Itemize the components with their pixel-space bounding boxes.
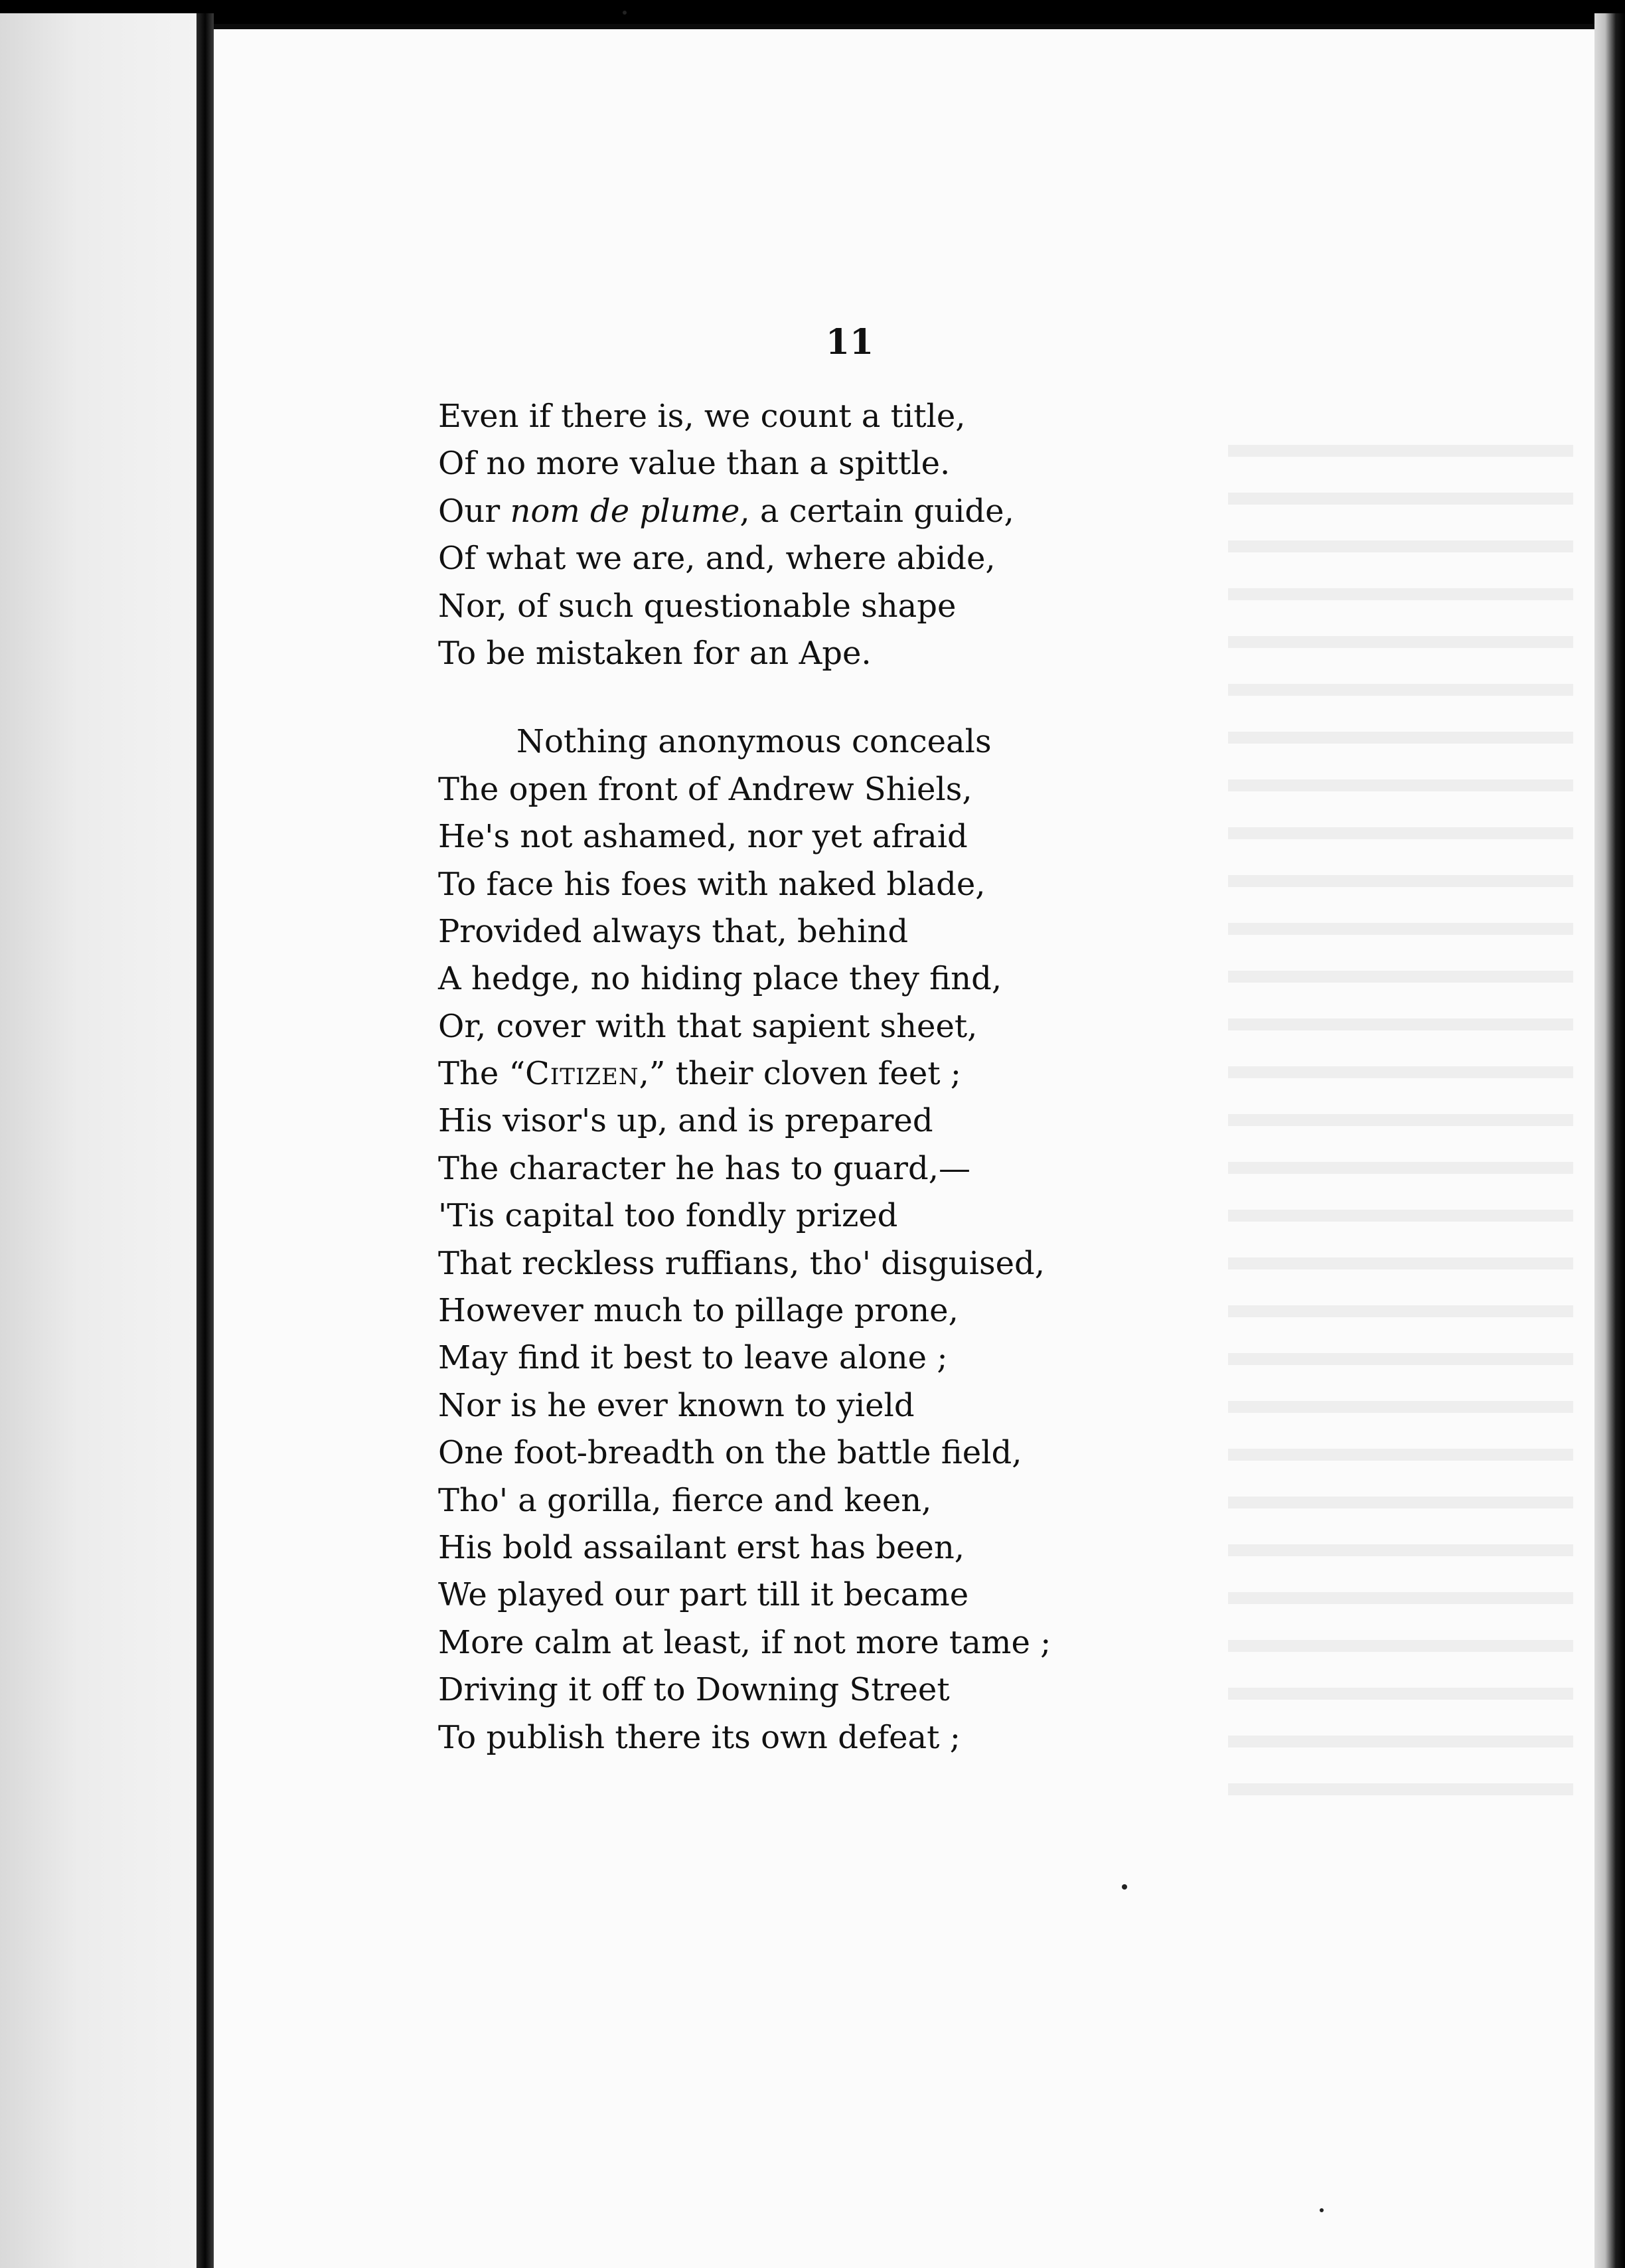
scan-right-border — [1594, 13, 1625, 2268]
page-number: 11 — [825, 322, 874, 363]
poem-line: May find it best to leave alone ; — [438, 1339, 948, 1377]
poem-line: Even if there is, we count a title, — [438, 398, 966, 435]
stanza — [438, 718, 1268, 1761]
poem-line: The open front of Andrew Shiels, — [438, 770, 972, 808]
stanza — [438, 393, 1268, 677]
poem-line: Driving it off to Downing Street — [438, 1671, 950, 1709]
poem-line: A hedge, no hiding place they find, — [438, 960, 1002, 998]
poem-line: More calm at least, if not more tame ; — [438, 1623, 1051, 1661]
poem-line: The “Citizen,” their cloven feet ; — [438, 1055, 961, 1093]
poem-line: Nothing anonymous conceals — [516, 723, 992, 761]
ink-speck — [623, 11, 627, 15]
scan-top-border — [0, 0, 1625, 24]
ink-speck — [1320, 2208, 1324, 2212]
poem-line: One foot-breadth on the battle field, — [438, 1434, 1022, 1472]
poem-line: 'Tis capital too fondly prized — [438, 1197, 898, 1235]
poem-line: That reckless ruffians, tho' disguised, — [438, 1244, 1045, 1282]
small-caps-word: Citizen — [525, 1055, 639, 1093]
poem-line: Of no more value than a spittle. — [438, 445, 951, 483]
poem-line: His bold assailant erst has been, — [438, 1528, 965, 1566]
poem-line: To be mistaken for an Ape. — [438, 634, 872, 672]
ink-speck — [1122, 1884, 1127, 1890]
poem-line: He's not ashamed, nor yet afraid — [438, 818, 968, 856]
book-gutter — [196, 13, 214, 2268]
poem-line: Tho' a gorilla, fierce and keen, — [438, 1481, 932, 1519]
poem-body — [438, 393, 1268, 1761]
poem-line: To face his foes with naked blade, — [438, 865, 986, 903]
facing-page-edge — [0, 13, 196, 2268]
poem-line: Or, cover with that sapient sheet, — [438, 1007, 978, 1045]
poem-line: Our nom de plume, a certain guide, — [438, 492, 1014, 530]
poem-line: Nor, of such questionable shape — [438, 587, 957, 625]
poem-line: Nor is he ever known to yield — [438, 1386, 915, 1424]
poem-line: His visor's up, and is prepared — [438, 1102, 933, 1140]
poem-line: The character he has to guard,— — [438, 1149, 970, 1187]
poem-line: We played our part till it became — [438, 1576, 969, 1614]
poem-line: However much to pillage prone, — [438, 1292, 959, 1330]
show-through-text — [1228, 425, 1573, 1819]
italic-phrase: nom de plume — [510, 492, 740, 530]
poem-line: To publish there its own defeat ; — [438, 1718, 961, 1756]
poem-line: Provided always that, behind — [438, 912, 909, 950]
poem-line: Of what we are, and, where abide, — [438, 540, 996, 578]
